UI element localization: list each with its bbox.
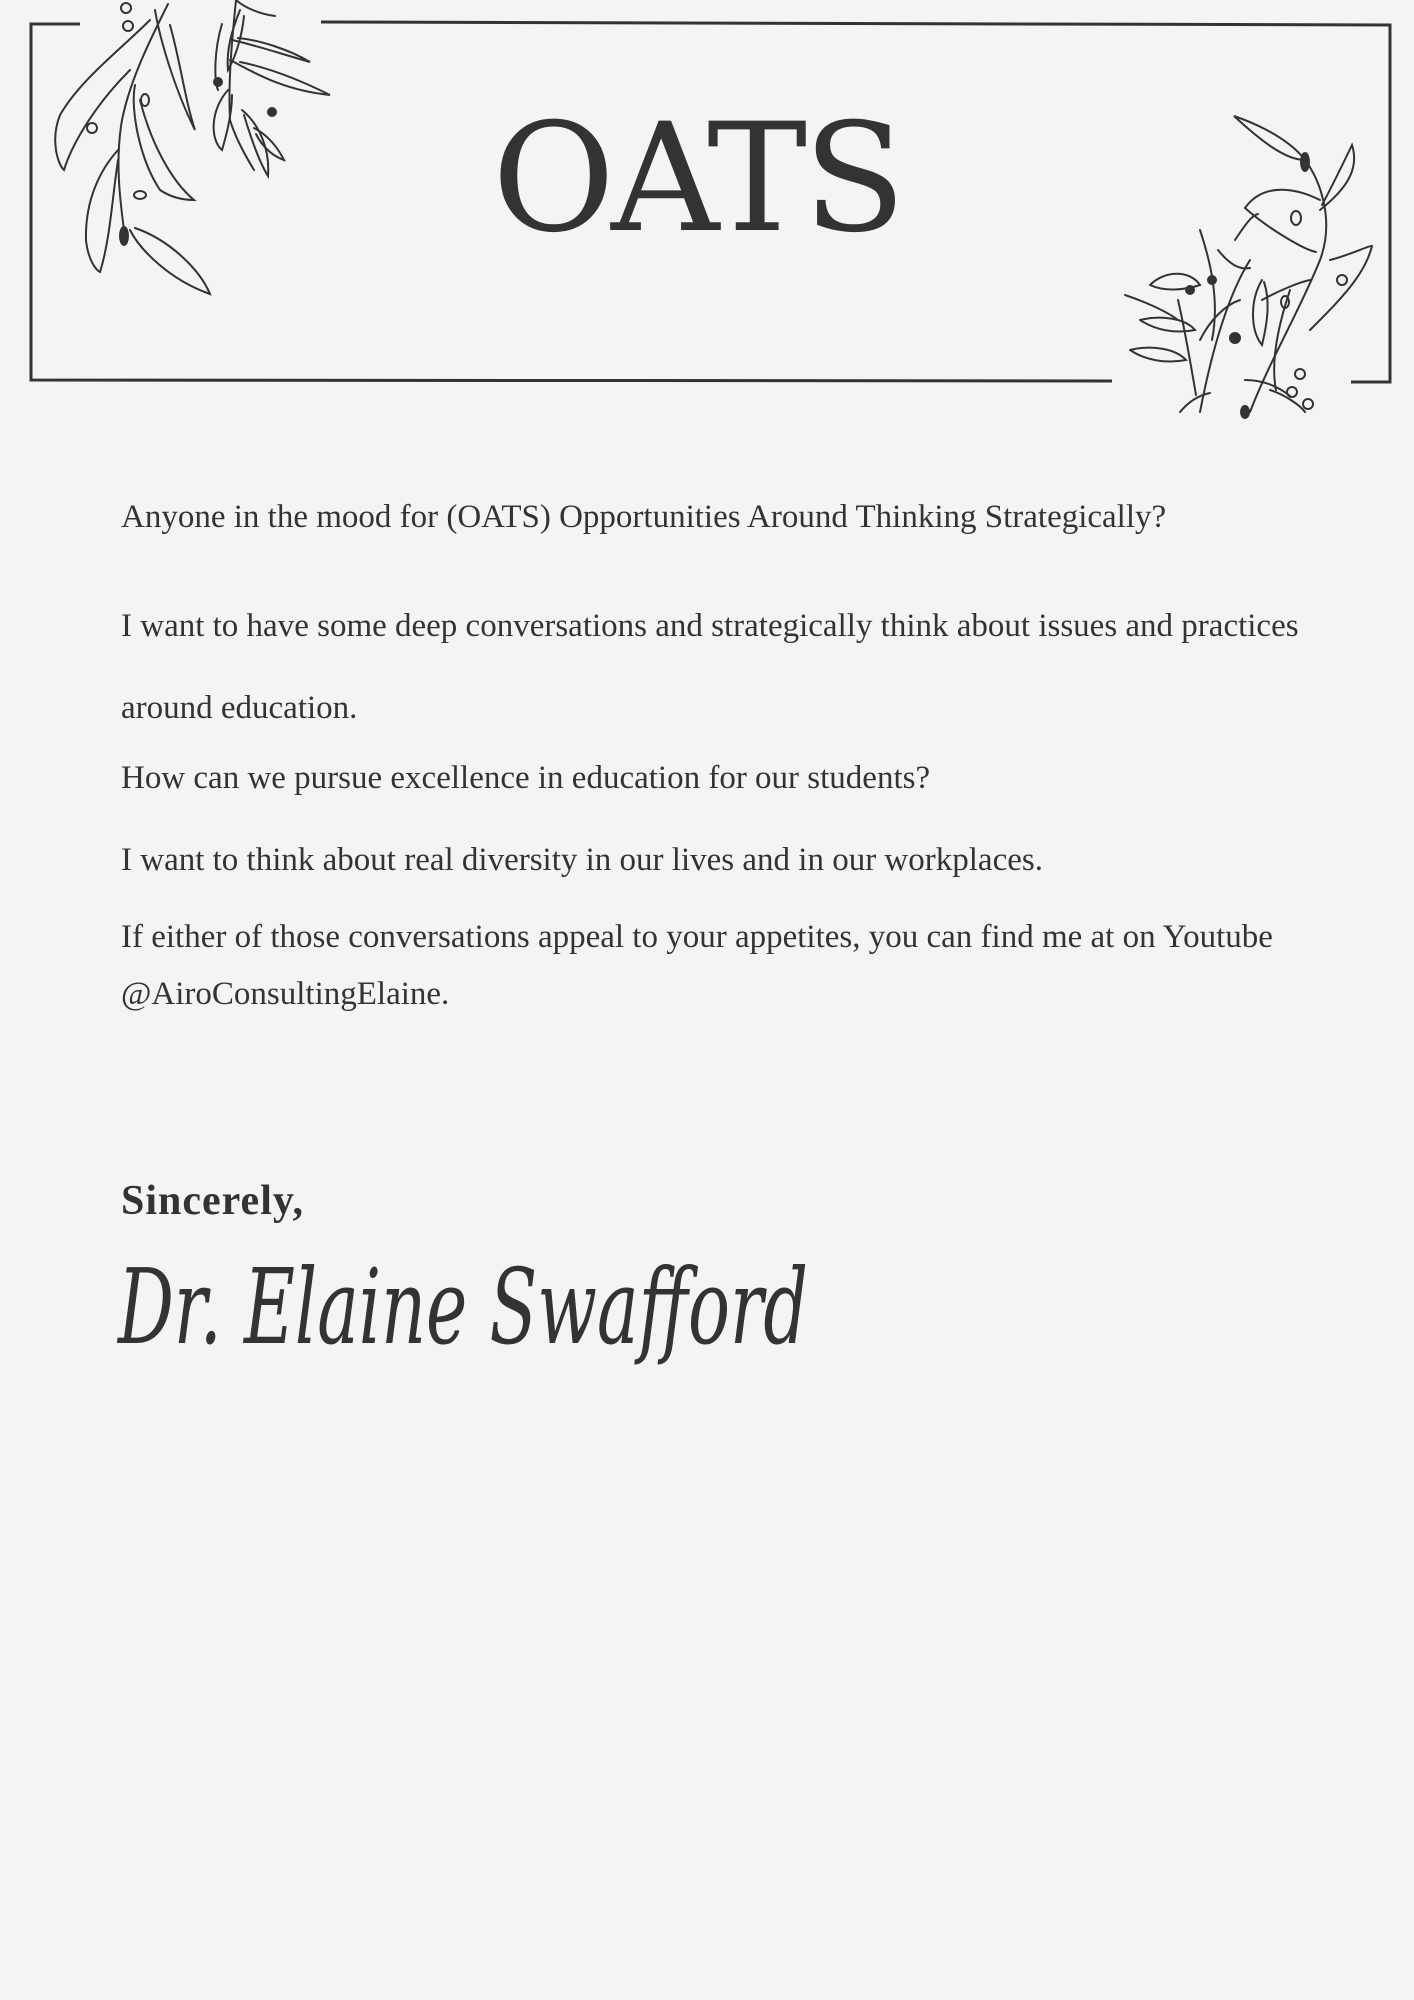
paragraph-contact: If either of those conversations appeal to your appetites, you can find me at on Youtube @AiroConsultingElaine. [121,919,1273,1012]
paragraph-intro: Anyone in the mood for (OATS) Opportunities Around Thinking Strategically? [121,499,1167,535]
paragraph-diversity: I want to think about real diversity in our lives and in our workplaces. [121,842,1043,878]
paragraph-excellence: How can we pursue excellence in education for our students? [121,760,931,796]
header [0,0,1414,414]
page-title: OATS [492,92,902,266]
paragraph-conversations: I want to have some deep conversations and strategically think about issues and practices around education. [121,608,1299,726]
signature [118,1228,818,1388]
closing-salutation: Sincerely, [121,1178,305,1224]
signature-text: Dr. Elaine Swafford [116,1246,808,1368]
